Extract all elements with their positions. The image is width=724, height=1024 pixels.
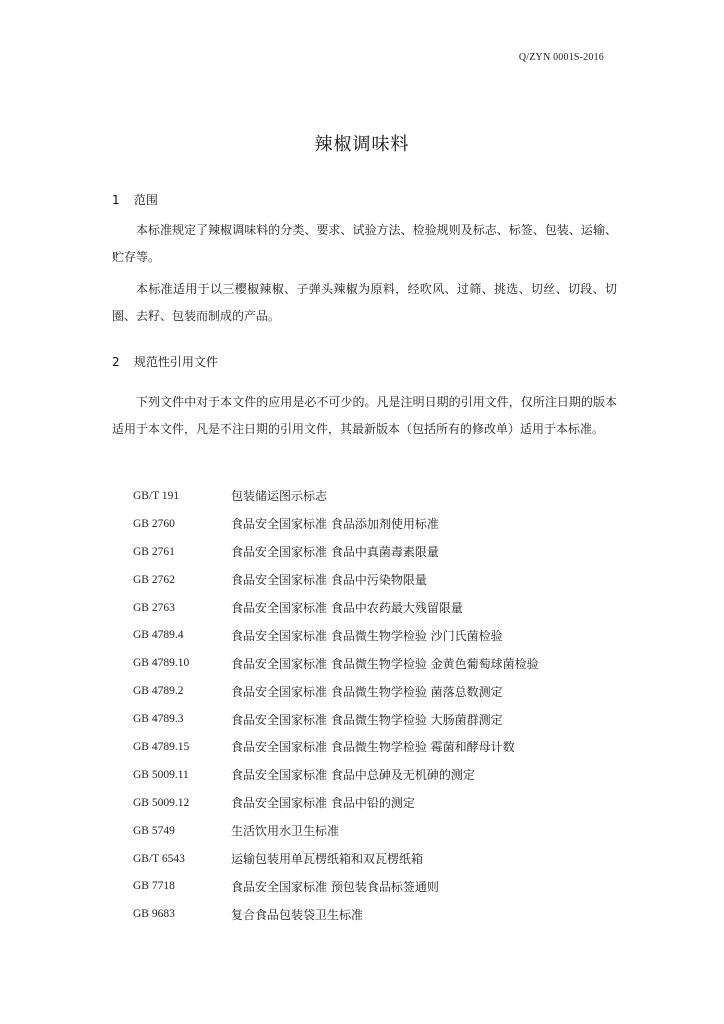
reference-item: [133, 845, 539, 873]
section-number: 1: [112, 193, 120, 207]
reference-item: [133, 789, 539, 817]
reference-title: 包装储运图示标志: [231, 489, 328, 504]
reference-code: GB 7718: [133, 880, 175, 893]
reference-item: [133, 677, 539, 705]
section-title: 规范性引用文件: [133, 355, 218, 369]
reference-code: GB 4789.10: [133, 657, 190, 670]
reference-title: 复合食品包装袋卫生标准: [231, 907, 364, 922]
document-code: Q/ZYN 0001S-2016: [518, 52, 604, 63]
reference-code: GB 9683: [133, 908, 175, 921]
reference-item: [133, 733, 539, 761]
reference-item: [133, 482, 539, 510]
section-2-paragraph-1: 下列文件中对于本文件的应用是必不可少的。凡是注明日期的引用文件，仅所注日期的版本适用于本文件，凡是不注日期的引用文件，其最新版本（包括所有的修改单）适用于本标准。: [112, 395, 617, 436]
reference-code: GB 2761: [133, 545, 175, 558]
reference-item: [133, 510, 539, 538]
reference-title: 食品安全国家标准 食品微生物学检验 大肠菌群测定: [231, 712, 503, 727]
section-1-heading: [112, 191, 158, 208]
reference-title: 食品安全国家标准 食品中真菌毒素限量: [231, 545, 439, 560]
reference-code: GB 5009.12: [133, 796, 190, 809]
reference-title: 食品安全国家标准 食品中污染物限量: [231, 573, 427, 588]
normative-reference-list: [133, 482, 539, 928]
reference-item: [133, 761, 539, 789]
document-title: 辣椒调味料: [314, 134, 410, 155]
reference-title: 食品安全国家标准 食品中农药最大残留限量: [231, 601, 463, 615]
reference-item: [133, 649, 539, 677]
reference-code: GB 4789.4: [133, 629, 184, 642]
reference-title: 食品安全国家标准 食品微生物学检验 金黄色葡萄球菌检验: [231, 656, 539, 671]
section-1-paragraph-1: 本标准规定了辣椒调味料的分类、要求、试验方法、检验规则及标志、标签、包装、运输、贮存等。: [112, 223, 617, 264]
reference-code: GB 2760: [133, 517, 175, 530]
reference-item: [133, 817, 539, 845]
reference-item: [133, 566, 539, 594]
reference-title: 食品安全国家标准 食品微生物学检验 霉菌和酵母计数: [231, 740, 515, 755]
reference-title: 食品安全国家标准 食品添加剂使用标准: [231, 517, 439, 532]
reference-code: GB 5009.11: [133, 768, 189, 781]
reference-title: 食品安全国家标准 食品中铅的测定: [231, 796, 415, 811]
reference-title: 食品安全国家标准 食品微生物学检验 菌落总数测定: [231, 684, 503, 699]
reference-item: [133, 594, 539, 622]
section-title: 范围: [133, 193, 158, 207]
reference-item: [133, 621, 539, 649]
reference-item: [133, 872, 539, 900]
reference-code: GB/T 191: [133, 489, 180, 502]
reference-title: 运输包装用单瓦楞纸箱和双瓦楞纸箱: [231, 852, 424, 867]
reference-title: 生活饮用水卫生标准: [231, 824, 340, 839]
reference-code: GB 2762: [133, 573, 175, 586]
reference-item: [133, 538, 539, 566]
reference-title: 食品安全国家标准 食品微生物学检验 沙门氏菌检验: [231, 628, 503, 643]
reference-code: GB 2763: [133, 601, 175, 614]
reference-title: 食品安全国家标准 食品中总砷及无机砷的测定: [231, 768, 475, 783]
reference-item: [133, 705, 539, 733]
reference-code: GB 4789.2: [133, 685, 184, 698]
reference-code: GB/T 6543: [133, 852, 185, 865]
reference-title: 食品安全国家标准 预包装食品标签通则: [231, 879, 439, 894]
reference-code: GB 4789.3: [133, 713, 184, 726]
reference-code: GB 5749: [133, 824, 175, 837]
section-2-heading: [112, 353, 218, 370]
section-1-paragraph-2: 本标准适用于以三樱椒辣椒、子弹头辣椒为原料，经吹风、过筛、挑选、切丝、切段、切圈、去籽、包装而制成的产品。: [112, 282, 617, 323]
reference-item: [133, 900, 539, 928]
section-number: 2: [112, 355, 120, 369]
reference-code: GB 4789.15: [133, 740, 190, 753]
